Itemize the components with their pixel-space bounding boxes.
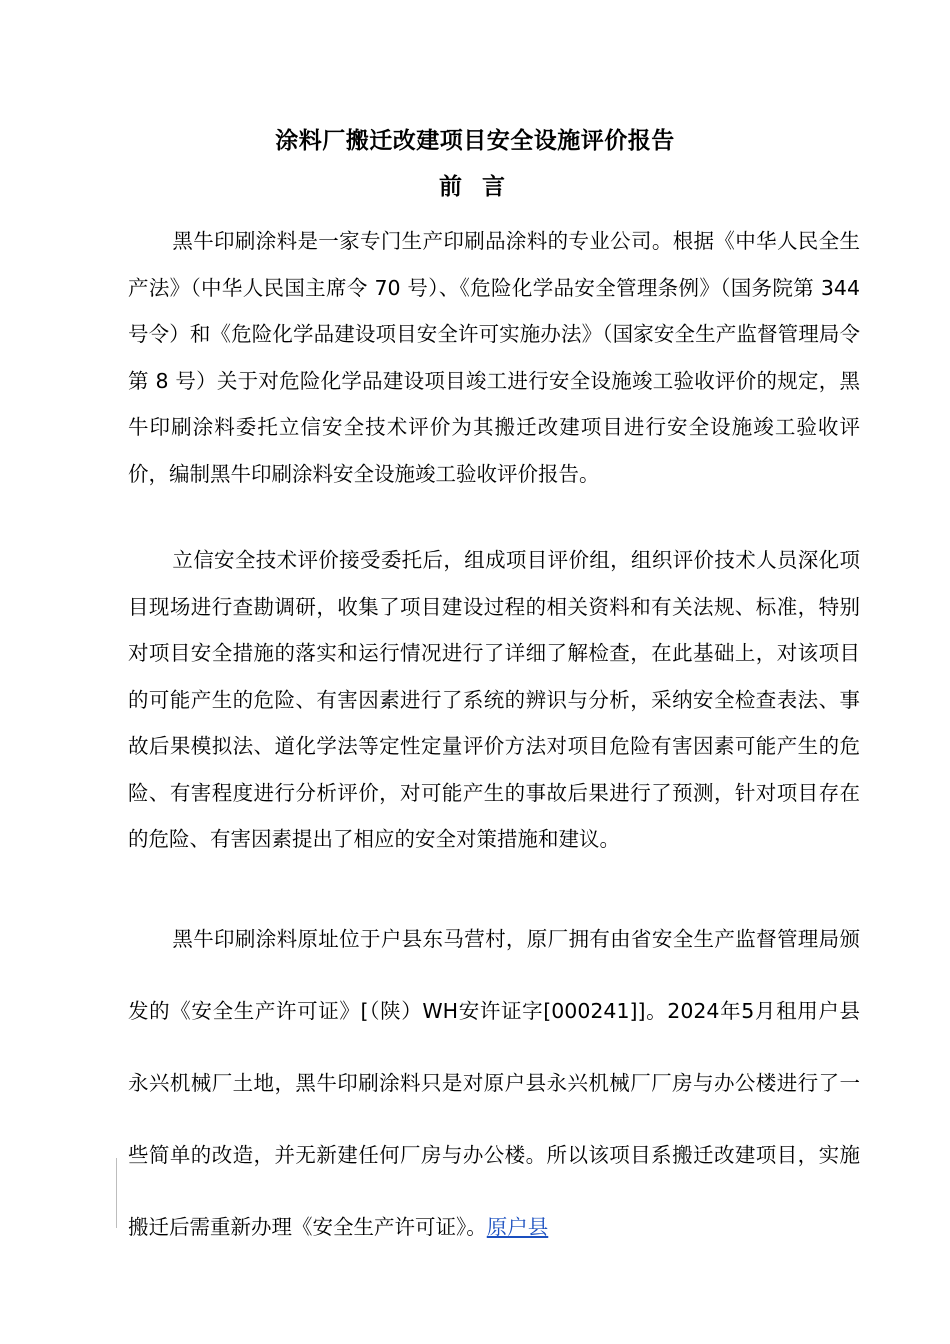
margin-revision-line	[116, 1158, 117, 1228]
paragraph-3	[128, 903, 860, 1263]
paragraph-2	[128, 537, 860, 863]
paragraph-2-text: 立信安全技术评价接受委托后，组成项目评价组，组织评价技术人员深化项目现场进行查勘调研，收集了项目建设过程的相关资料和有关法规、标准，特别对项目安全措施的落实和运行情况进行了详细了解检查，在此基础上，对该项目的可能产生的危险、有害因素进行了系统的辨识与分析，采纳安全检查表法、事故后果模拟法、道化学法等定性定量评价方法对项目危险有害因素可能产生的危险、有害程度进行分析评价，对可能产生的事故后果进行了预测，针对项目存在的危险、有害因素提出了相应的安全对策措施和建议。	[128, 548, 860, 851]
paragraph-1	[128, 218, 860, 497]
document-title: 涂料厂搬迁改建项目安全设施评价报告	[275, 128, 675, 154]
paragraph-1-text: 黑牛印刷涂料是一家专门生产印刷品涂料的专业公司。根据《中华人民全生产法》（中华人民国主席令 70 号）、《危险化学品安全管理条例》（国务院第 344 号令）和《危险化学品建设项目安全许可实施办法》（国家安全生产监督管理局令第 8 号）关于对危险化学品建设项目竣工进行安全设施竣工验收评价的规定，黑牛印刷涂料委托立信安全技术评价为其搬迁改建项目进行安全设施竣工验收评价，编制黑牛印刷涂料安全设施竣工验收评价报告。	[128, 229, 860, 486]
paragraph-3-text: 黑牛印刷涂料原址位于户县东马营村，原厂拥有由省安全生产监督管理局颁发的《安全生产许可证》[（陕）WH安许证字[000241]]。2024年5月租用户县永兴机械厂土地，黑牛印刷涂料只是对原户县永兴机械厂厂房与办公楼进行了一些简单的改造，并无新建任何厂房与办公楼。所以该项目系搬迁改建项目，实施搬迁后需重新办理《安全生产许可证》。	[128, 927, 860, 1239]
cross-reference-link[interactable]: 原户县	[486, 1215, 549, 1239]
section-heading: 前 言	[438, 174, 511, 200]
